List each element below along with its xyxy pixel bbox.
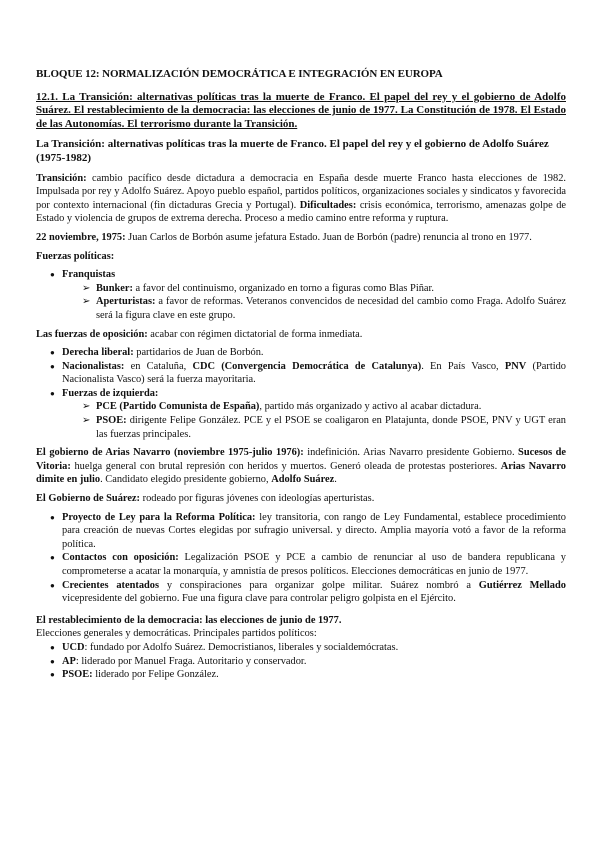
bunker-label: Bunker: [96,282,133,294]
transicion-text: cambio pacífico desde dictadura a democracia en España desde muerte Franco hasta elecciones de 1982. Impulsada por rey y Adolfo Suárez. Apoyo pueblo español, partidos políticos, organizaciones sociales y sindicatos y favorecida por contexto internacional (fin dictaduras Grecia y Portugal). [36,172,566,211]
psoe-label: PSOE: [96,415,127,427]
list-item-bunker [82,282,566,296]
arias-paragraph [36,446,566,487]
list-item-derecha [50,346,566,360]
vitoria-label: Sucesos de Vitoria: [36,447,567,472]
atentados-text: y conspiraciones para organizar golpe militar. Suárez nombró a [159,579,479,591]
psoe-elecciones-label: PSOE: [62,669,93,681]
arrow-bullet-icon: ➢ [82,415,91,427]
noviembre-text: Juan Carlos de Borbón asume jefatura Estado. Juan de Borbón (padre) renuncia al trono en 1977. [125,231,532,243]
dificultades-text: crisis económica, terrorismo, amenazas golpe de Estado y violencia de grupos de extrema derecha. Proceso a medio camino entre reforma y ruptura. [36,199,567,225]
arias-text: huelga general con brutal represión con heridos y muertos. Generó oleada de protestas posteriores. [70,460,501,472]
gutierrez-label: Gutiérrez Mellado [478,579,566,591]
oposicion-paragraph [36,328,566,342]
ucd-label: UCD [62,641,85,653]
arias-text: indefinición. Arias Navarro presidente Gobierno. [303,447,519,459]
oposicion-text: acabar con régimen dictatorial de forma inmediata. [147,328,363,340]
reforma-label: Proyecto de Ley para la Reforma Política: [62,511,256,523]
suarez-gov-paragraph [36,492,566,506]
block-title: BLOQUE 12: NORMALIZACIÓN DEMOCRÁTICA E INTEGRACIÓN EN EUROPA [36,68,443,80]
ap-text: : liderado por Manuel Fraga. Autoritario y conservador. [75,655,307,667]
list-item-pce [82,400,566,414]
arias-label: El gobierno de Arias Navarro (noviembre 1975-julio 1976): [36,447,304,459]
derecha-text: partidarios de Juan de Borbón. [133,347,264,359]
pnv-label: PNV [504,360,527,372]
pce-text: , partido más organizado y activo al acabar dictadura. [259,401,482,413]
fuerzas-politicas-list [36,268,566,322]
aperturistas-label: Aperturistas: [96,296,156,308]
list-item-aperturistas [82,295,566,322]
list-item-ap [50,655,566,669]
elecciones-intro: Elecciones generales y democráticas. Principales partidos políticos: [36,628,317,640]
franquistas-sublist [62,282,566,323]
cdc-label: CDC (Convergencia Democrática de Catalunya) [192,360,422,372]
arias-text: . [334,474,337,486]
reforma-text: ley transitoria, con rango de Ley Fundamental, establece procedimiento para creación de nuevas Cortes elegidas por sufragio universal. y directo. Amplia mayoría votó a favor de la reforma política. [62,511,566,550]
transicion-paragraph [36,172,566,226]
arrow-bullet-icon: ➢ [82,401,91,413]
list-item-psoe-elecciones [50,668,566,682]
suarez-label: Adolfo Suárez [271,474,335,486]
oposicion-list [36,346,566,441]
nacionalistas-label: Nacionalistas: [62,360,125,372]
dificultades-label: Dificultades: [299,199,357,211]
contactos-label: Contactos con oposición: [62,552,179,564]
elecciones-heading: El restablecimiento de la democracia: las elecciones de junio de 1977. [36,614,342,626]
list-item-reforma [50,511,566,552]
psoe-elecciones-text: liderado por Felipe González. [92,669,219,681]
suarez-gov-list [36,511,566,606]
contactos-text: Legalización PSOE y PCE a cambio de renunciar al uso de bandera republicana y comprometerse a acatar la monarquía, y amnistía de presos políticos. Elecciones democráticas en junio de 1977. [62,552,566,577]
list-item-atentados [50,579,566,606]
oposicion-label: Las fuerzas de oposición: [36,328,148,340]
suarez-gov-label: El Gobierno de Suárez: [36,493,141,505]
ap-label: AP [62,655,76,667]
dimite-label: Arias Navarro dimite en julio [36,460,566,486]
nacionalistas-text: . En País Vasco, [421,360,505,372]
arias-text: . Candidato elegido presidente gobierno, [100,474,272,486]
suarez-gov-text: rodeado por figuras jóvenes con ideologías aperturistas. [140,493,375,505]
ucd-text: : fundado por Adolfo Suárez. Democristianos, liberales y socialdemócratas. [84,641,399,653]
list-item-psoe [82,414,566,441]
list-item-ucd [50,641,566,655]
list-item-izquierda [50,387,566,441]
noviembre-paragraph [36,231,566,245]
derecha-label: Derecha liberal: [62,347,134,359]
franquistas-label: Franquistas [62,269,116,281]
list-item-contactos [50,551,566,578]
pce-label: PCE (Partido Comunista de España) [96,401,260,413]
document-page [36,68,566,687]
izquierda-label: Fuerzas de izquierda: [62,387,159,399]
nacionalistas-text: en Cataluña, [124,360,193,372]
atentados-text: vicepresidente del gobierno. Fue una figura clave para controlar peligro golpista en el Ejército. [62,593,456,605]
izquierda-sublist [62,400,566,441]
noviembre-label: 22 noviembre, 1975: [36,231,126,243]
list-item-franquistas [50,268,566,322]
aperturistas-text: a favor de reformas. Veteranos convencidos de necesidad del cambio como Fraga. Adolfo Suárez será la figura clave en este grupo. [96,296,566,321]
bunker-text: a favor del continuismo, organizado en torno a figuras como Blas Piñar. [132,282,435,294]
atentados-label: Crecientes atentados [62,579,160,591]
arrow-bullet-icon: ➢ [82,282,91,294]
fuerzas-politicas-heading: Fuerzas políticas: [36,250,115,262]
subsection-title: 12.1. La Transición: alternativas políticas tras la muerte de Franco. El papel del rey y el gobierno de Adolfo Suárez. El restablecimiento de la democracia: las elecciones de junio de 1977. La Constitución de 1978. El Estado de las Autonomías. El terrorismo durante la Transición. [36,90,566,130]
section-title-transicion: La Transición: alternativas políticas tras la muerte de Franco. El papel del rey y el gobierno de Adolfo Suárez (1975-1982) [36,138,549,164]
list-item-nacionalistas [50,360,566,387]
psoe-text: dirigente Felipe González. PCE y el PSOE se coaligaron en Platajunta, donde PSOE, PNV y UGT eran las fuerzas principales. [96,415,566,440]
nacionalistas-text: (Partido Nacionalista Vasco) será la fuerza mayoritaria. [62,360,566,386]
transicion-label: Transición: [36,172,87,184]
arrow-bullet-icon: ➢ [82,296,91,308]
elecciones-list [36,641,566,682]
